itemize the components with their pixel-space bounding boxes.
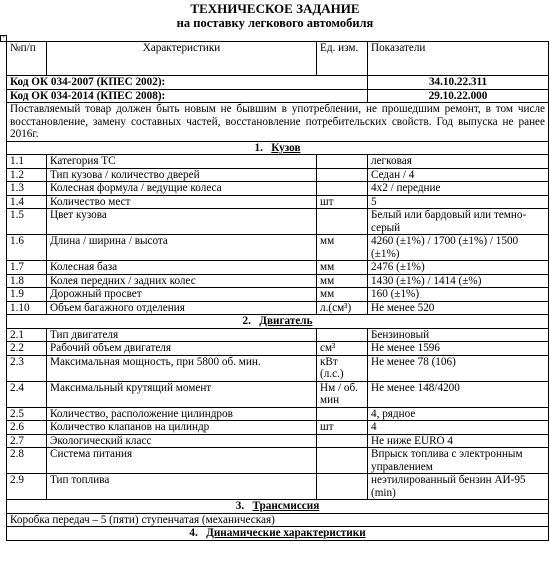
row-unit: мм — [317, 261, 368, 275]
table-row — [7, 209, 549, 235]
table-row — [7, 434, 549, 448]
table-row — [7, 274, 549, 288]
table-row — [7, 381, 549, 407]
row-characteristic: Максимальный крутящий момент — [47, 381, 317, 407]
section-title — [7, 500, 549, 514]
row-characteristic: Количество, расположение цилиндров — [47, 407, 317, 421]
code-row — [7, 76, 549, 90]
row-value: 160 (±1%) — [368, 288, 549, 302]
row-value: 1430 (±1%) / 1414 (±%) — [368, 274, 549, 288]
row-num: 1.3 — [7, 182, 47, 196]
code-label: Код ОК 034-2007 (КПЕС 2002): — [7, 76, 368, 90]
row-num: 1.6 — [7, 235, 47, 261]
row-characteristic: Категория ТС — [47, 155, 317, 169]
table-row — [7, 168, 549, 182]
row-num: 2.8 — [7, 448, 47, 474]
row-characteristic: Колея передних / задних колес — [47, 274, 317, 288]
row-unit: кВт (л.с.) — [317, 355, 368, 381]
row-value: 2476 (±1%) — [368, 261, 549, 275]
section-title — [7, 315, 549, 329]
row-unit — [317, 448, 368, 474]
table-header-row — [7, 42, 549, 76]
row-num: 1.7 — [7, 261, 47, 275]
table-row — [7, 182, 549, 196]
table-move-handle[interactable]: + — [1, 35, 6, 41]
document-subtitle: на поставку легкового автомобиля — [176, 16, 374, 30]
row-unit: шт — [317, 421, 368, 435]
table-row — [7, 301, 549, 315]
row-unit: Нм / об. мин — [317, 381, 368, 407]
row-characteristic: Система питания — [47, 448, 317, 474]
transmission-text: Коробка передач – 5 (пяти) ступенчатая (механическая) — [7, 513, 549, 527]
spec-table — [6, 41, 549, 541]
row-characteristic: Количество клапанов на цилиндр — [47, 421, 317, 435]
section-header-row — [7, 527, 549, 541]
table-row — [7, 288, 549, 302]
section-name: Трансмиссия — [252, 500, 320, 512]
table-row — [7, 261, 549, 275]
row-characteristic: Тип двигателя — [47, 328, 317, 342]
row-characteristic: Дорожный просвет — [47, 288, 317, 302]
row-num: 2.9 — [7, 474, 47, 500]
row-num: 1.4 — [7, 195, 47, 209]
header-values: Показатели — [368, 42, 549, 76]
row-characteristic: Колесная формула / ведущие колеса — [47, 182, 317, 196]
header-characteristics: Характеристики — [47, 42, 317, 76]
row-num: 2.4 — [7, 381, 47, 407]
row-characteristic: Объем багажного отделения — [47, 301, 317, 315]
row-unit: мм — [317, 288, 368, 302]
section-number: 3. — [235, 500, 245, 512]
row-characteristic: Колесная база — [47, 261, 317, 275]
document-title: ТЕХНИЧЕСКОЕ ЗАДАНИЕ — [190, 1, 360, 16]
row-unit — [317, 155, 368, 169]
row-unit: см³ — [317, 342, 368, 356]
row-unit: л.(см³) — [317, 301, 368, 315]
row-unit — [317, 209, 368, 235]
row-num: 2.6 — [7, 421, 47, 435]
code-value: 34.10.22.311 — [368, 76, 549, 90]
row-value: Не менее 520 — [368, 301, 549, 315]
section-number: 2. — [242, 315, 251, 327]
table-row — [7, 407, 549, 421]
table-row — [7, 342, 549, 356]
row-characteristic: Экологический класс — [47, 434, 317, 448]
row-value: легковая — [368, 155, 549, 169]
section-number: 4. — [189, 527, 198, 539]
row-value: Впрыск топлива с электронным управлением — [368, 448, 549, 474]
code-value: 29.10.22.000 — [368, 89, 549, 103]
section-name: Кузов — [271, 141, 301, 154]
row-unit: мм — [317, 235, 368, 261]
row-num: 1.1 — [7, 155, 47, 169]
row-num: 2.1 — [7, 328, 47, 342]
row-unit — [317, 434, 368, 448]
table-row — [7, 474, 549, 500]
code-row — [7, 89, 549, 103]
row-num: 2.5 — [7, 407, 47, 421]
table-row — [7, 235, 549, 261]
row-characteristic: Максимальная мощность, при 5800 об. мин. — [47, 355, 317, 381]
table-row — [7, 421, 549, 435]
row-unit — [317, 328, 368, 342]
table-row — [7, 355, 549, 381]
section-name: Динамические характеристики — [206, 527, 366, 539]
row-unit — [317, 407, 368, 421]
header-unit: Ед. изм. — [317, 42, 368, 76]
row-characteristic: Рабочий объем двигателя — [47, 342, 317, 356]
row-num: 1.10 — [7, 301, 47, 315]
header-num: №п/п — [7, 42, 47, 76]
row-num: 2.7 — [7, 434, 47, 448]
row-unit — [317, 182, 368, 196]
row-num: 1.5 — [7, 209, 47, 235]
section-title — [7, 527, 549, 541]
section-number: 1. — [254, 141, 263, 154]
row-characteristic: Длина / ширина / высота — [47, 235, 317, 261]
row-unit — [317, 168, 368, 182]
row-unit: шт — [317, 195, 368, 209]
row-num: 1.2 — [7, 168, 47, 182]
section-header-row — [7, 315, 549, 329]
row-characteristic: Цвет кузова — [47, 209, 317, 235]
code-label: Код ОК 034-2014 (КПЕС 2008): — [7, 89, 368, 103]
row-value: 4, рядное — [368, 407, 549, 421]
row-value: 4х2 / передние — [368, 182, 549, 196]
row-characteristic: Тип кузова / количество дверей — [47, 168, 317, 182]
section-name: Двигатель — [259, 315, 313, 327]
table-row — [7, 328, 549, 342]
table-row — [7, 195, 549, 209]
row-value: Седан / 4 — [368, 168, 549, 182]
intro-row — [7, 103, 549, 142]
row-num: 2.2 — [7, 342, 47, 356]
row-unit: мм — [317, 274, 368, 288]
row-characteristic: Количество мест — [47, 195, 317, 209]
row-value: Не менее 78 (106) — [368, 355, 549, 381]
row-value: неэтилированный бензин АИ-95 (min) — [368, 474, 549, 500]
intro-text: Поставляемый товар должен быть новым не бывшим в употреблении, не прошедшим ремонт, в том числе восстановление, замену составных частей, восстановление потребительских свойств. Год выпуска не ранее 2016г. — [7, 103, 549, 142]
row-value: Бензиновый — [368, 328, 549, 342]
table-row — [7, 448, 549, 474]
full-width-row — [7, 513, 549, 527]
row-value: Не менее 148/4200 — [368, 381, 549, 407]
section-title — [7, 141, 549, 155]
section-header-row — [7, 500, 549, 514]
row-num: 1.8 — [7, 274, 47, 288]
table-row — [7, 155, 549, 169]
row-num: 2.3 — [7, 355, 47, 381]
section-header-row — [7, 141, 549, 155]
row-value: 4260 (±1%) / 1700 (±1%) / 1500 (±1%) — [368, 235, 549, 261]
row-value: 4 — [368, 421, 549, 435]
row-characteristic: Тип топлива — [47, 474, 317, 500]
row-value: 5 — [368, 195, 549, 209]
row-unit — [317, 474, 368, 500]
row-value: Не менее 1596 — [368, 342, 549, 356]
row-value: Белый или бардовый или темно-серый — [368, 209, 549, 235]
row-num: 1.9 — [7, 288, 47, 302]
row-value: Не ниже EURO 4 — [368, 434, 549, 448]
